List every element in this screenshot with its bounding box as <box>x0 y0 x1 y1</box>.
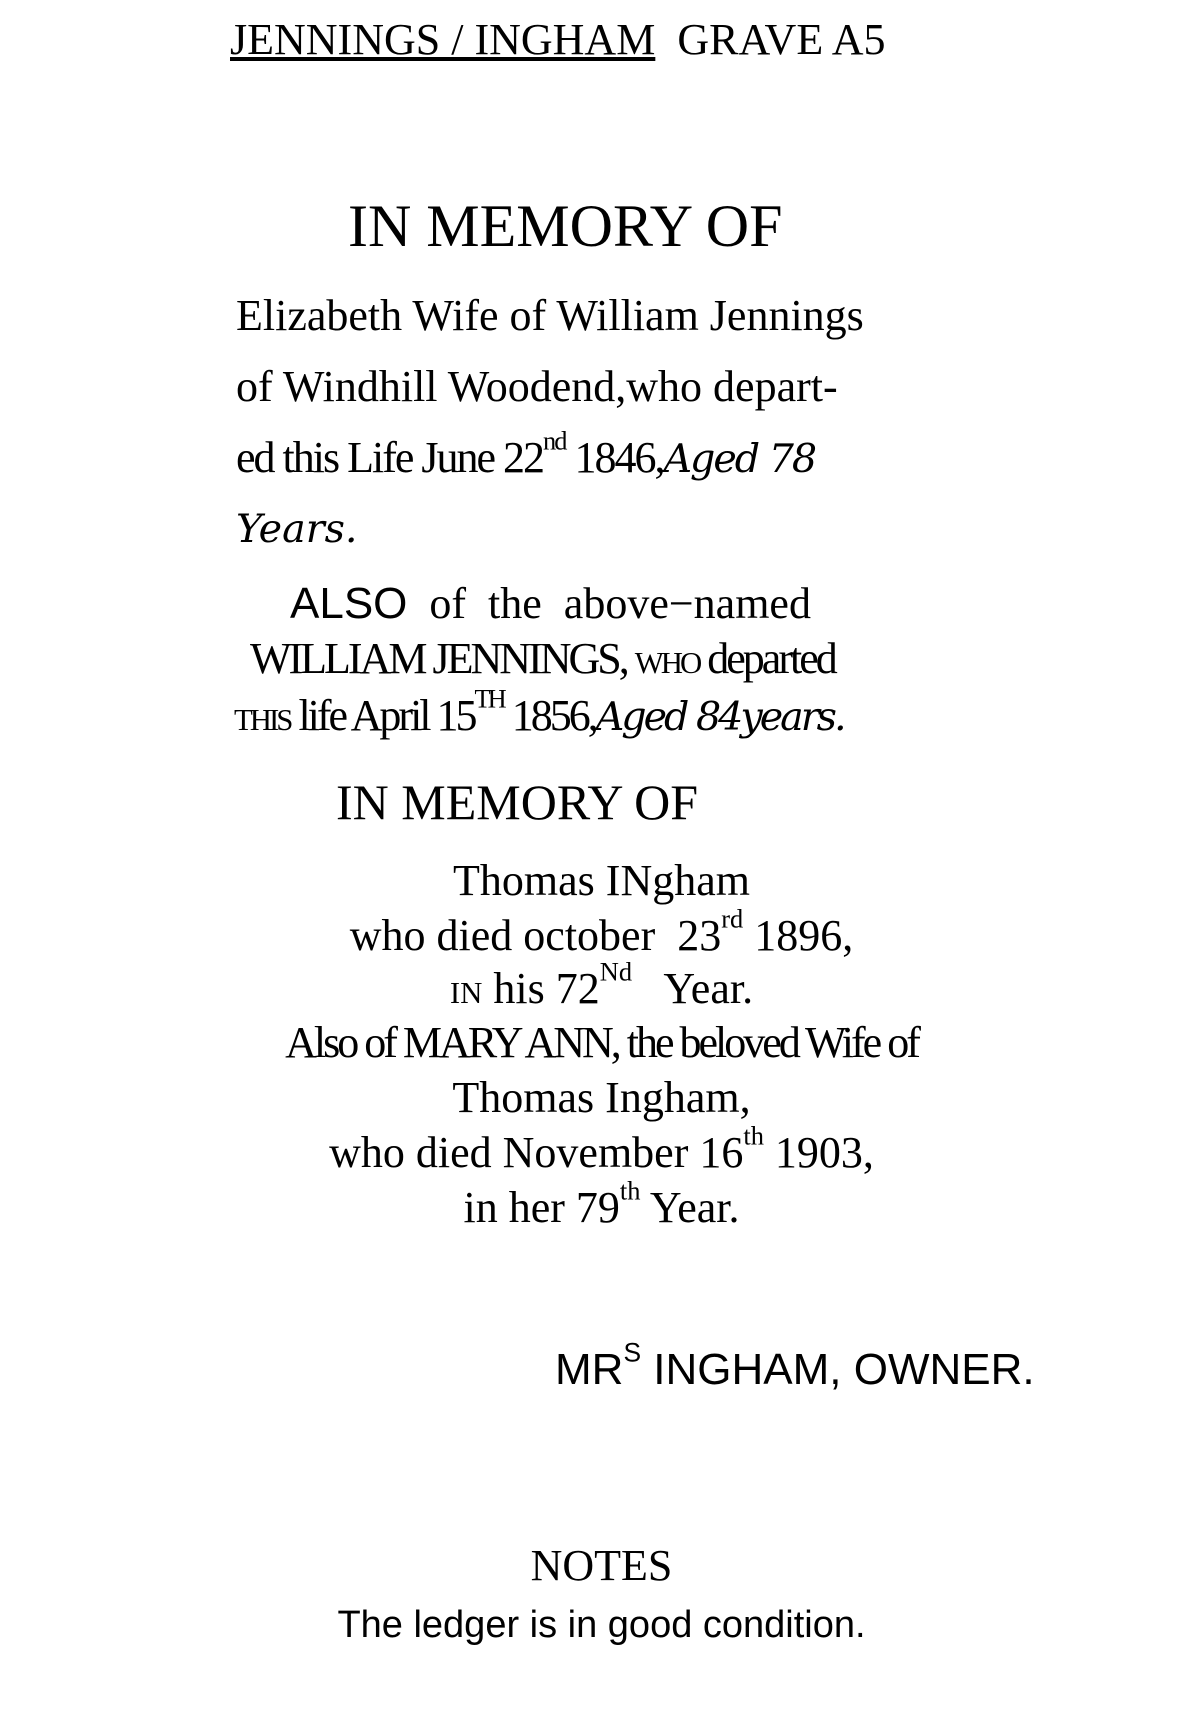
memorial-2-line-4: Also of MARY ANN, the beloved Wife of <box>285 1018 918 1067</box>
also-1-also: ALSO <box>290 579 408 628</box>
memorial-1-line-3-text: ed this Life June 22 <box>236 433 544 482</box>
also-1-line-1-rest: of the above−named <box>407 579 811 628</box>
memorial-2-line-2-year: 1896, <box>743 911 854 960</box>
memorial-1-line-3 <box>236 425 816 483</box>
memorial-2-line-5: Thomas Ingham, <box>452 1073 751 1122</box>
grave-names: JENNINGS / INGHAM <box>230 15 656 64</box>
memorial-2-line-7-year: Year. <box>640 1183 740 1232</box>
memorial-2-line-6-text: who died November 16 <box>329 1128 744 1177</box>
memorial-2-line-2 <box>0 903 1203 961</box>
also-1-line-3-text: life April 15 <box>290 691 475 740</box>
memorial-2-line-3 <box>0 956 1203 1014</box>
memorial-2-line-7 <box>0 1175 1203 1233</box>
notes-heading: NOTES <box>530 1541 673 1590</box>
owner-line <box>555 1337 1035 1395</box>
memorial-1-line-4 <box>236 502 358 553</box>
owner-name: INGHAM, OWNER. <box>641 1345 1035 1394</box>
memorial-1-years: Years. <box>236 506 358 552</box>
owner-prefix: MR <box>555 1345 624 1394</box>
memorial-2-line-3-in: IN <box>449 976 483 1010</box>
notes-text: The ledger is in good condition. <box>337 1604 866 1646</box>
memorial-1-line-2: of Windhill Woodend,who depart- <box>236 362 838 411</box>
grave-number: GRAVE A5 <box>677 15 886 64</box>
memorial-2-line-2-sup: rd <box>721 903 744 934</box>
also-1-line-2-who: WHO <box>634 646 700 680</box>
also-1-line-2-departed: departed <box>699 634 835 683</box>
memorial-1-line-3-year: 1846, <box>565 433 664 482</box>
memorial-2-heading: IN MEMORY OF <box>336 774 699 830</box>
also-1-line-3-year: 1856, <box>503 691 596 740</box>
also-1-line-1 <box>290 578 811 629</box>
memorial-2-line-1: Thomas INgham <box>453 856 750 905</box>
also-1-line-3-sup: TH <box>474 683 504 714</box>
memorial-2-line-3-text: his 72 <box>482 964 600 1013</box>
memorial-2-line-2-text: who died october 23 <box>349 911 722 960</box>
memorial-2-line-3-year: Year. <box>632 964 754 1013</box>
memorial-1-line-3-sup: nd <box>543 425 566 456</box>
also-1-line-2-name: WILLIAM JENNINGS, <box>250 634 635 683</box>
memorial-1-line-1: Elizabeth Wife of William Jennings <box>236 291 864 340</box>
grave-header <box>230 14 886 65</box>
memorial-2-line-6-sup: th <box>743 1120 764 1151</box>
memorial-2-line-6-year: 1903, <box>763 1128 874 1177</box>
also-1-line-3-this: THIS <box>234 703 291 737</box>
also-1-line-3 <box>234 683 844 741</box>
memorial-2-line-3-sup: Nd <box>599 956 633 987</box>
memorial-1-age: Aged 78 <box>663 436 816 482</box>
also-1-age: Aged 84years. <box>595 694 844 740</box>
memorial-1-heading: IN MEMORY OF <box>348 193 783 259</box>
also-1-line-2 <box>250 633 835 684</box>
memorial-2-line-7-text: in her 79 <box>463 1183 620 1232</box>
memorial-2-line-7-sup: th <box>619 1175 641 1206</box>
memorial-2-line-6 <box>0 1120 1203 1178</box>
owner-sup: S <box>623 1337 642 1368</box>
